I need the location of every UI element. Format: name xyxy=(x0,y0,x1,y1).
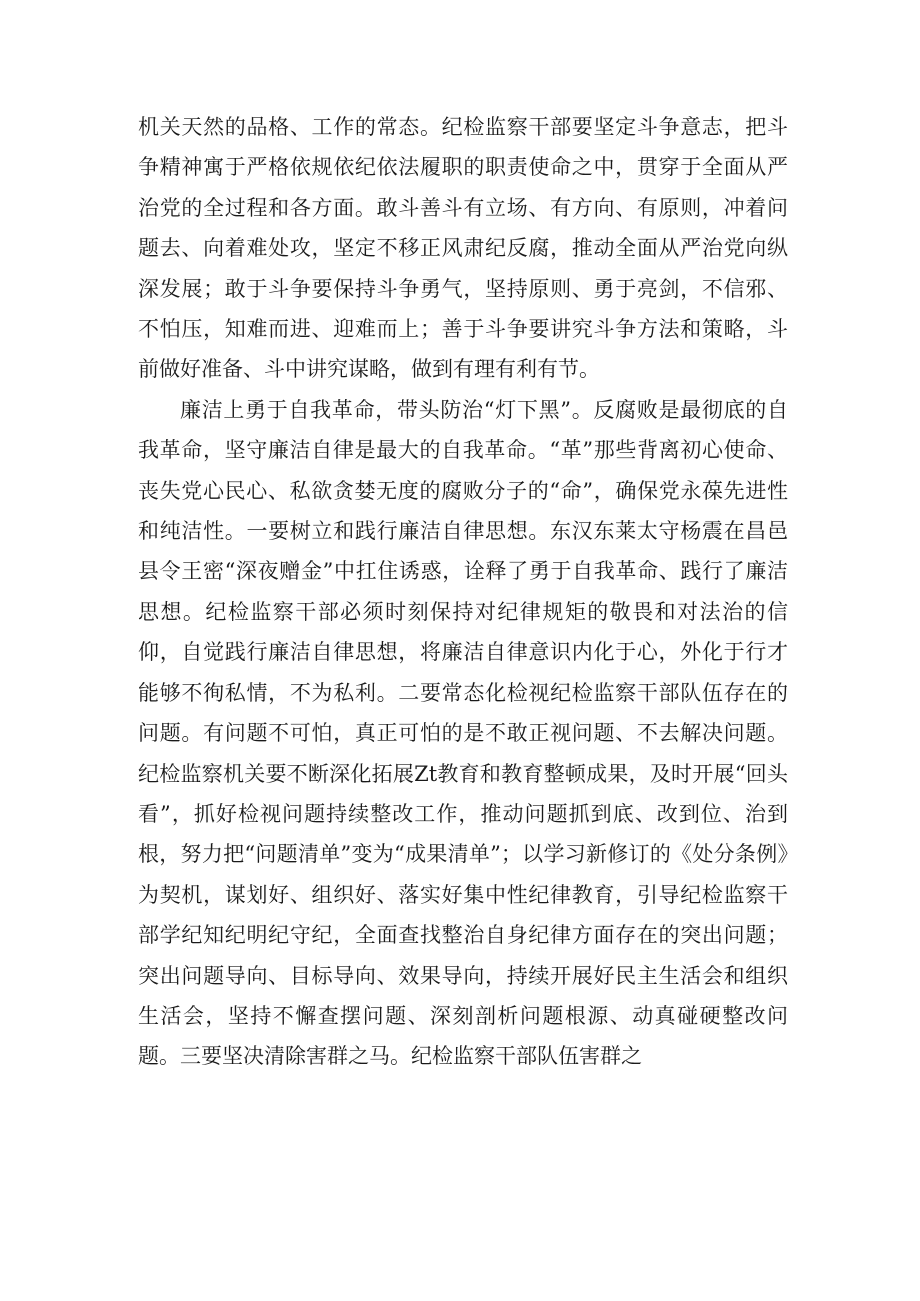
paragraph-1: 机关天然的品格、工作的常态。纪检监察干部要坚定斗争意志，把斗争精神寓于严格依规依纪依法履职的职责使命之中，贯穿于全面从严治党的全过程和各方面。敢斗善斗有立场、有方向、有原则，冲着问题去、向着难处攻，坚定不移正风肃纪反腐，推动全面从严治党向纵深发展；敢于斗争要保持斗争勇气，坚持原则、勇于亮剑，不信邪、不怕压，知难而进、迎难而上；善于斗争要讲究斗争方法和策略，斗前做好准备、斗中讲究谋略，做到有理有利有节。 xyxy=(138,115,788,382)
paragraph-2: 廉洁上勇于自我革命，带头防治“灯下黑”。反腐败是最彻底的自我革命，坚守廉洁自律是最大的自我革命。“革”那些背离初心使命、丧失党心民心、私欲贪婪无度的腐败分子的“命”，确保党永葆先进性和纯洁性。一要树立和践行廉洁自律思想。东汉东莱太守杨震在昌邑县令王密“深夜赠金”中扛住诱惑，诠释了勇于自我革命、践行了廉洁思想。纪检监察干部必须时刻保持对纪律规矩的敬畏和对法治的信仰，自觉践行廉洁自律思想，将廉洁自律意识内化于心，外化于行才能够不徇私情，不为私利。二要常态化检视纪检监察干部队伍存在的问题。有问题不可怕，真正可怕的是不敢正视问题、不去解决问题。纪检监察机关要不断深化拓展Zt教育和教育整顿成果，及时开展“回头看”，抓好检视问题持续整改工作，推动问题抓到底、改到位、治到根，努力把“问题清单”变为“成果清单”；以学习新修订的《处分条例》为契机，谋划好、组织好、落实好集中性纪律教育，引导纪检监察干部学纪知纪明纪守纪，全面查找整治自身纪律方面存在的突出问题；突出问题导向、目标导向、效果导向，持续开展好民主生活会和组织生活会，坚持不懈查摆问题、深刻剖析问题根源、动真碰硬整改问题。三要坚决清除害群之马。纪检监察干部队伍害群之 xyxy=(138,397,788,1069)
document-body xyxy=(138,107,788,1077)
